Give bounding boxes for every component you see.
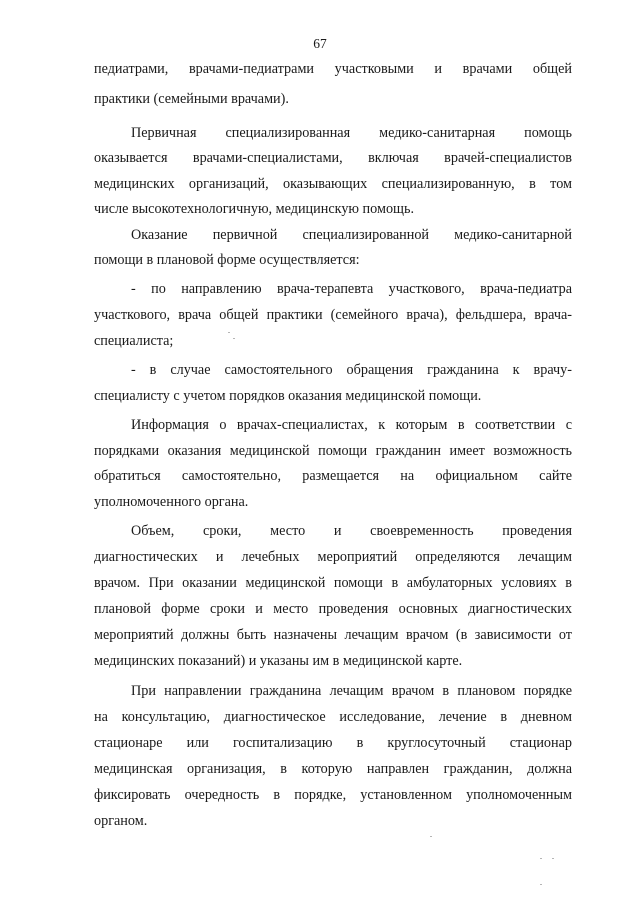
page-number: 67 <box>313 36 327 51</box>
text-line: При направлении гражданина лечащим врачом в плановом порядке <box>131 683 572 699</box>
text-line: - в случае самостоятельного обращения гражданина к врачу- <box>131 362 572 378</box>
scan-speck <box>430 836 432 837</box>
text-line: участкового, врача общей практики (семейного врача), фельдшера, врача- <box>94 307 572 323</box>
text-line: медицинская организация, в которую направлен гражданин, должна <box>94 761 572 777</box>
text-line: врачом. При оказании медицинской помощи в амбулаторных условиях в <box>94 575 572 591</box>
text-line: обратиться самостоятельно, размещается на официальном сайте <box>94 468 572 484</box>
scan-speck <box>552 858 554 859</box>
text-line: мероприятий должны быть назначены лечащим врачом (в зависимости от <box>94 627 572 643</box>
text-line: медицинских организаций, оказывающих специализированную, в том <box>94 176 572 192</box>
scan-speck <box>233 338 235 339</box>
text-line: плановой форме сроки и место проведения основных диагностических <box>94 601 572 617</box>
text-line: уполномоченного органа. <box>94 494 249 510</box>
text-line: органом. <box>94 813 148 829</box>
text-line: помощи в плановой форме осуществляется: <box>94 252 360 268</box>
text-line: Оказание первичной специализированной медико-санитарной <box>131 227 572 243</box>
text-line: медицинских показаний) и указаны им в медицинской карте. <box>94 653 463 669</box>
text-line: практики (семейными врачами). <box>94 91 289 107</box>
scan-speck <box>228 332 230 333</box>
text-line: числе высокотехнологичную, медицинскую помощь. <box>94 201 414 217</box>
text-line: оказывается врачами-специалистами, включая врачей-специалистов <box>94 150 572 166</box>
text-line: специалиста; <box>94 333 174 349</box>
text-line: фиксировать очередность в порядке, установленном уполномоченным <box>94 787 572 803</box>
text-line: порядками оказания медицинской помощи гражданин имеет возможность <box>94 443 572 459</box>
text-line: на консультацию, диагностическое исследование, лечение в дневном <box>94 709 572 725</box>
text-line: Информация о врачах-специалистах, к которым в соответствии с <box>131 417 572 433</box>
text-line: Первичная специализированная медико-санитарная помощь <box>131 125 572 141</box>
text-line: - по направлению врача-терапевта участкового, врача-педиатра <box>131 281 572 297</box>
text-line: специалисту с учетом порядков оказания медицинской помощи. <box>94 388 482 404</box>
scan-speck <box>540 858 542 859</box>
scan-speck <box>540 884 542 885</box>
text-line: Объем, сроки, место и своевременность проведения <box>131 523 572 539</box>
text-line: педиатрами, врачами-педиатрами участковыми и врачами общей <box>94 61 572 77</box>
text-line: диагностических и лечебных мероприятий определяются лечащим <box>94 549 572 565</box>
text-line: стационаре или госпитализацию в круглосуточный стационар <box>94 735 572 751</box>
